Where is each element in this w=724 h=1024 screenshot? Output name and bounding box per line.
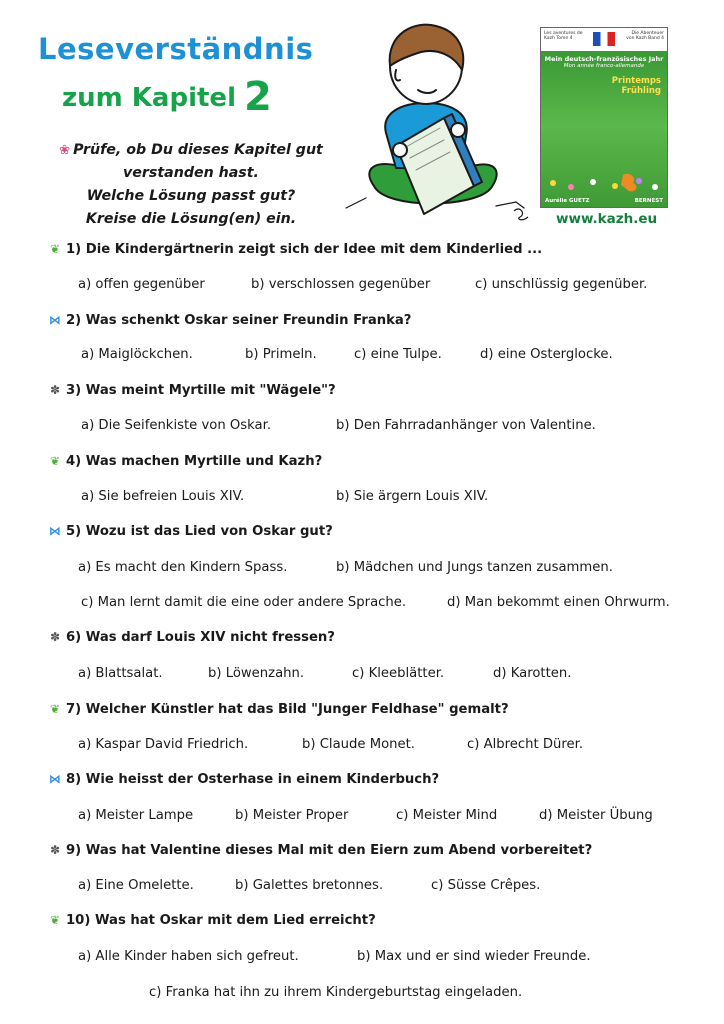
butterfly-icon: ⋈ — [49, 313, 61, 327]
instructions — [56, 139, 326, 231]
answer-option[interactable]: d) Man bekommt einen Ohrwurm. — [447, 595, 670, 610]
instruction-line: verstanden hast. — [123, 165, 259, 181]
answer-option[interactable]: d) eine Osterglocke. — [480, 347, 613, 362]
leaf-icon: ❦ — [49, 913, 61, 927]
answer-option[interactable]: c) eine Tulpe. — [354, 347, 442, 362]
french-flag-icon — [593, 32, 615, 46]
book-series-fr: Les aventures de Kazh Tome 4 — [544, 31, 583, 41]
butterfly-icon: ⋈ — [49, 524, 61, 538]
question-text: 5) Wozu ist das Lied von Oskar gut? — [66, 524, 333, 539]
question-text: 1) Die Kindergärtnerin zeigt sich der Idee mit dem Kinderlied ... — [66, 242, 543, 257]
question-3 — [48, 383, 336, 398]
answer-option[interactable]: b) Mädchen und Jungs tanzen zusammen. — [336, 560, 613, 575]
book-cover-flowers — [541, 173, 667, 195]
answer-option[interactable]: a) Meister Lampe — [78, 808, 194, 823]
answer-option[interactable]: c) Franka hat ihn zu ihrem Kindergeburtstag eingeladen. — [149, 985, 523, 1000]
chapter-subtitle-text: zum Kapitel — [62, 83, 236, 113]
answer-option[interactable]: b) Primeln. — [245, 347, 317, 362]
answer-option[interactable]: c) Kleeblätter. — [352, 666, 445, 681]
paw-icon: ✽ — [49, 383, 61, 397]
answer-option[interactable]: a) Eine Omelette. — [78, 878, 194, 893]
question-text: 9) Was hat Valentine dieses Mal mit den Eiern zum Abend vorbereitet? — [66, 843, 593, 858]
question-text: 3) Was meint Myrtille mit "Wägele"? — [66, 383, 336, 398]
butterfly-icon: ⋈ — [49, 772, 61, 786]
question-6 — [48, 630, 335, 645]
question-10 — [48, 913, 376, 928]
chapter-number: 2 — [243, 74, 272, 120]
book-title-fr: Mon année franco-allemande — [563, 63, 645, 69]
answer-option[interactable]: a) Maiglöckchen. — [81, 347, 193, 362]
answer-option[interactable]: a) Sie befreien Louis XIV. — [81, 489, 245, 504]
book-season-fr: Printemps — [611, 76, 661, 86]
question-1 — [48, 242, 542, 257]
leaf-icon: ❦ — [49, 242, 61, 256]
leaf-icon: ❦ — [49, 454, 61, 468]
answer-option[interactable]: b) Max und er sind wieder Freunde. — [357, 949, 591, 964]
instruction-line — [56, 139, 326, 162]
answer-option[interactable]: a) offen gegenüber — [78, 277, 205, 292]
answer-option[interactable]: c) unschlüssig gegenüber. — [475, 277, 648, 292]
book-illustrator: BERNEST — [634, 198, 663, 204]
leaf-icon: ❦ — [49, 702, 61, 716]
answer-option[interactable]: c) Albrecht Dürer. — [467, 737, 584, 752]
book-season-de: Frühling — [621, 86, 661, 96]
question-text: 4) Was machen Myrtille und Kazh? — [66, 454, 323, 469]
reading-child-illustration — [326, 18, 536, 223]
answer-option[interactable]: b) Claude Monet. — [302, 737, 415, 752]
question-4 — [48, 454, 322, 469]
instruction-line: Kreise die Lösung(en) ein. — [85, 211, 297, 227]
answer-option[interactable]: d) Meister Übung — [539, 808, 653, 823]
signature-mark — [514, 209, 528, 220]
question-5 — [48, 524, 333, 539]
paw-icon: ✽ — [49, 843, 61, 857]
question-text: 8) Wie heisst der Osterhase in einem Kinderbuch? — [66, 772, 440, 787]
answer-option[interactable]: c) Süsse Crêpes. — [431, 878, 541, 893]
book-cover-top — [541, 28, 667, 51]
book-season — [612, 76, 661, 96]
answer-option[interactable]: a) Kaspar David Friedrich. — [78, 737, 249, 752]
answer-option[interactable]: b) verschlossen gegenüber — [251, 277, 431, 292]
answer-option[interactable]: d) Karotten. — [493, 666, 572, 681]
question-7 — [48, 702, 509, 717]
answer-option[interactable]: c) Man lernt damit die eine oder andere Sprache. — [81, 595, 407, 610]
instruction-line: Welche Lösung passt gut? — [86, 188, 296, 204]
answer-option[interactable]: b) Meister Proper — [235, 808, 349, 823]
answer-option[interactable]: a) Es macht den Kindern Spass. — [78, 560, 288, 575]
book-title-de: Mein deutsch-französisches Jahr — [544, 55, 664, 63]
answer-option[interactable]: b) Sie ärgern Louis XIV. — [336, 489, 489, 504]
instruction-text: Prüfe, ob Du dieses Kapitel gut — [73, 142, 323, 158]
answer-option[interactable]: b) Galettes bretonnes. — [235, 878, 384, 893]
answer-option[interactable]: b) Den Fahrradanhänger von Valentine. — [336, 418, 596, 433]
answer-option[interactable]: a) Die Seifenkiste von Oskar. — [81, 418, 272, 433]
answer-option[interactable]: b) Löwenzahn. — [208, 666, 305, 681]
chapter-subtitle — [62, 74, 272, 120]
answer-option[interactable]: c) Meister Mind — [396, 808, 498, 823]
question-text: 7) Welcher Künstler hat das Bild "Junger Feldhase" gemalt? — [66, 702, 509, 717]
question-text: 2) Was schenkt Oskar seiner Freundin Franka? — [66, 313, 412, 328]
paw-icon: ✽ — [49, 630, 61, 644]
answer-option[interactable]: a) Alle Kinder haben sich gefreut. — [78, 949, 299, 964]
book-cover-image — [540, 27, 668, 208]
website-link[interactable]: www.kazh.eu — [556, 211, 658, 227]
worksheet-title: Leseverständnis — [38, 32, 314, 66]
question-text: 6) Was darf Louis XIV nicht fressen? — [66, 630, 335, 645]
question-2 — [48, 313, 411, 328]
question-text: 10) Was hat Oskar mit dem Lied erreicht? — [66, 913, 376, 928]
answer-option[interactable]: a) Blattsalat. — [78, 666, 163, 681]
question-8 — [48, 772, 439, 787]
book-series-de: Die Abenteuer von Kazh Band 4 — [626, 31, 664, 41]
tulip-icon: ❀ — [59, 143, 71, 158]
question-9 — [48, 843, 592, 858]
child-figure — [346, 25, 524, 214]
book-author: Aurélie GUETZ — [545, 198, 590, 204]
